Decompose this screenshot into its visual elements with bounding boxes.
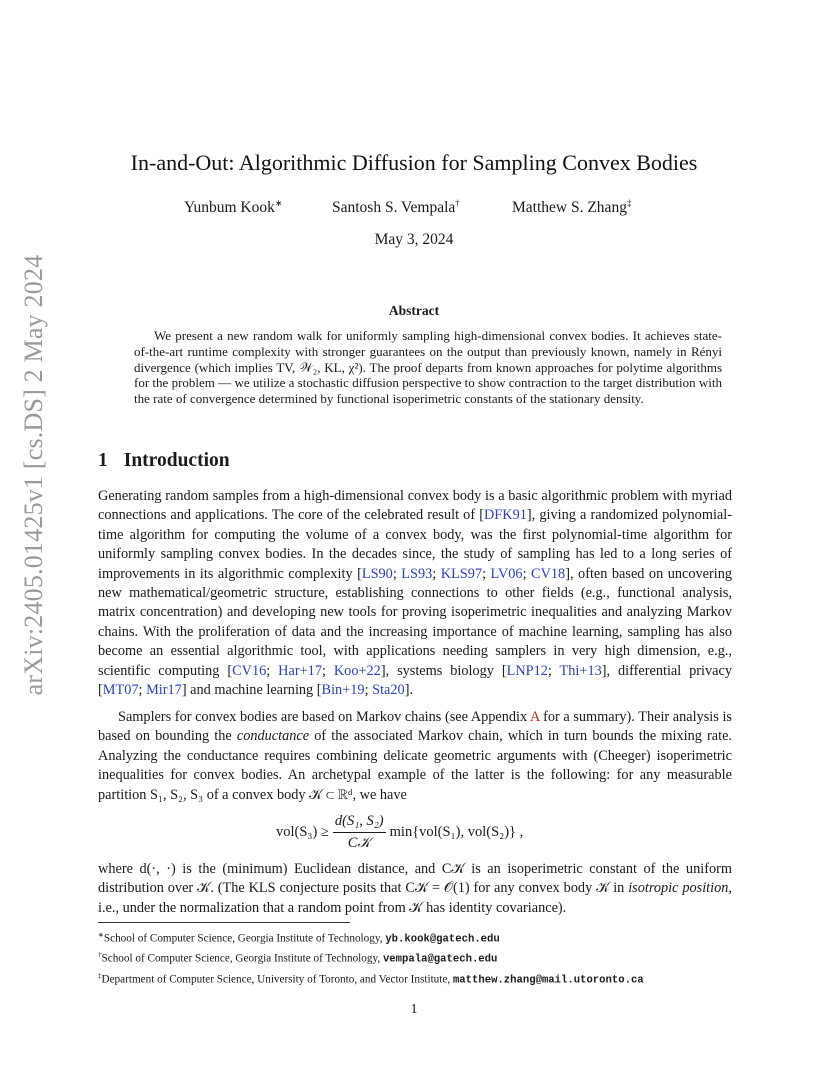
footnote-3 — [98, 969, 778, 989]
p1-text: ]. — [404, 682, 414, 699]
p3-text: where d(·, ·) is the (minimum) Euclidean distance, and C𝒦 is an isoperimetric constant of the uniform distribution over 𝒦. (The KLS conjecture posits that C𝒦 = 𝒪(1) for any convex body 𝒦 in — [98, 861, 732, 897]
abstract-heading: Abstract — [388, 303, 440, 318]
abstract-text: We present a new random walk for uniformly sampling high-dimensional convex bodies. It achieves state-of-the-art runtime complexity with stronger guarantees on the output than previously known, namely in Rényi divergence (which implies TV, 𝒲₂, KL, χ²). The proof departs from known approaches for polytime algorithms for the problem — we utilize a stochastic diffusion perspective to show contraction to the target distribution with the rate of convergence determined by functional isoperimetric constants of the stationary density. — [134, 328, 722, 407]
citation-link[interactable]: Sta20 — [372, 682, 405, 699]
equation-denominator: C𝒦 — [347, 834, 371, 851]
section-number: 1 — [98, 450, 108, 471]
equation-fraction — [333, 813, 386, 852]
author-3 — [512, 198, 631, 217]
author-1-name: Yunbum Kook — [184, 199, 275, 217]
author-2 — [332, 198, 460, 217]
citation-link[interactable]: Har+17 — [278, 662, 322, 679]
citation-link[interactable]: LNP12 — [506, 662, 548, 679]
emphasis-isotropic-position: isotropic position — [628, 880, 729, 897]
p1-text: ] and machine learning [ — [181, 682, 322, 699]
arxiv-stamp — [14, 254, 54, 696]
citation-link[interactable]: LS90 — [361, 565, 393, 582]
citation-link[interactable]: LS93 — [401, 565, 433, 582]
p2-text: of the associated Markov chain, which in turn bounds the mixing rate. Analyzing the conductance requires combining delicate geometric arguments with (Cheeger) isoperimetric inequalities for convex bodies. An archetypal example of the latter is the following: for any measurable partition S₁, S₂, S₃ of a convex body 𝒦 ⊂ ℝᵈ, we have — [98, 728, 732, 803]
p3-text: , i.e., under the normalization that a random point from 𝒦 has identity covariance). — [98, 880, 732, 916]
appendix-reference-link[interactable]: A — [529, 709, 540, 725]
citation-link[interactable]: CV18 — [531, 565, 566, 582]
paper-date: May 3, 2024 — [374, 231, 454, 248]
footnote-mark: † — [98, 951, 102, 960]
citation-link[interactable]: Mir17 — [146, 682, 182, 699]
footnote-text: School of Computer Science, Georgia Institute of Technology, — [103, 932, 386, 945]
citation-link[interactable]: CV16 — [232, 662, 267, 679]
emphasis-conductance: conductance — [236, 728, 310, 745]
author-3-mark: ‡ — [626, 198, 632, 208]
footnote-email[interactable]: matthew.zhang@mail.utoronto.ca — [452, 974, 644, 987]
paper-title: In-and-Out: Algorithmic Diffusion for Sampling Convex Bodies — [130, 150, 698, 175]
footnote-1 — [98, 928, 778, 948]
p1-text: ], often based on uncovering new mathematical/geometric structure, establishing connections to other fields (e.g., functional analysis, matrix concentration) and developing new tools for proving isoperimetric inequalities and analyzing Markov chains. With the proliferation of data and the increasing importance of machine learning, sampling has also become an essential algorithmic tool, with applications needing samplers in very high dimension, e.g., scientific computing [ — [98, 565, 733, 679]
equation-rhs: min{vol(S₁), vol(S₂)} , — [389, 823, 524, 840]
page-number: 1 — [410, 1002, 418, 1017]
footnote-email[interactable]: vempala@gatech.edu — [382, 954, 498, 967]
section-heading — [98, 450, 230, 472]
author-2-name: Santosh S. Vempala — [332, 199, 456, 217]
p2-text: for a summary). Their analysis is based on bounding the — [98, 709, 732, 745]
footnote-2 — [98, 948, 778, 968]
equation-lhs: vol(S₃) ≥ — [276, 823, 329, 840]
author-2-mark: † — [455, 198, 460, 208]
citation-link[interactable]: Thi+13 — [559, 662, 602, 679]
p1-text: ], systems biology [ — [380, 662, 507, 679]
arxiv-stamp-text: arXiv:2405.01425v1 [cs.DS] 2 May 2024 — [19, 254, 48, 696]
footnotes — [98, 928, 778, 989]
p1-text: ], giving a randomized polynomial-time algorithm for computing the volume of a convex body, was the first polynomial-time algorithm for uniformly sampling convex bodies. In the decades since, the study of sampling has led to a long series of improvements in its algorithmic complexity [ — [98, 507, 732, 582]
footnote-text: Department of Computer Science, University of Toronto, and Vector Institute, — [101, 973, 453, 986]
citation-link[interactable]: Bin+19 — [321, 682, 365, 699]
citation-link[interactable]: MT07 — [102, 682, 139, 699]
author-1-mark: ∗ — [274, 198, 283, 208]
p2-text: Samplers for convex bodies are based on Markov chains (see Appendix — [118, 709, 530, 725]
intro-paragraph-3 — [98, 860, 732, 918]
footnote-email[interactable]: yb.kook@gatech.edu — [385, 933, 500, 946]
section-title: Introduction — [123, 450, 230, 471]
citation-link[interactable]: Koo+22 — [333, 662, 381, 679]
author-1 — [184, 198, 282, 217]
equation-numerator: d(S₁, S₂) — [333, 813, 386, 833]
footnote-mark: ‡ — [98, 971, 102, 980]
citation-link[interactable]: LV06 — [490, 565, 523, 582]
p1-text: ], differential privacy [ — [98, 662, 733, 699]
citation-link[interactable]: KLS97 — [440, 565, 483, 582]
intro-paragraph-1: Generating random samples from a high-dimensional convex body is a basic algorithmic problem with myriad connections and applications. The core of the celebrated result of [DFK91], giving a randomized polynomial-time algorithm for computing the volume of a convex body, was the first polynomial-time algorithm for uniformly sampling convex bodies. In the decades since, the study of sampling has led to a long series of improvements in its algorithmic complexity [LS90; LS93; KLS97; LV06; CV18], often based on uncovering new mathematical/geometric structure, establishing connections to other fields (e.g., functional analysis, matrix concentration) and developing new tools for proving isoperimetric inequalities and analyzing Markov chains. With the proliferation of data and the increasing importance of machine learning, sampling has also become an essential algorithmic tool, with applications needing samplers in very high dimension, e.g., scientific computing [CV16; Har+17; Koo+22], systems biology [LNP12; Thi+13], differential privacy [MT07; Mir17] and machine learning [Bin+19; Sta20]. — [98, 488, 733, 699]
citation-link[interactable]: DFK91 — [483, 507, 527, 524]
footnote-divider — [98, 922, 350, 923]
author-3-name: Matthew S. Zhang — [512, 199, 627, 217]
intro-paragraph-2 — [98, 708, 732, 805]
footnote-text: School of Computer Science, Georgia Institute of Technology, — [101, 953, 383, 966]
p1-text: Generating random samples from a high-dimensional convex body is a basic algorithmic problem with myriad connections and applications. The core of the celebrated result of [ — [98, 488, 732, 524]
footnote-mark: ∗ — [98, 931, 104, 939]
